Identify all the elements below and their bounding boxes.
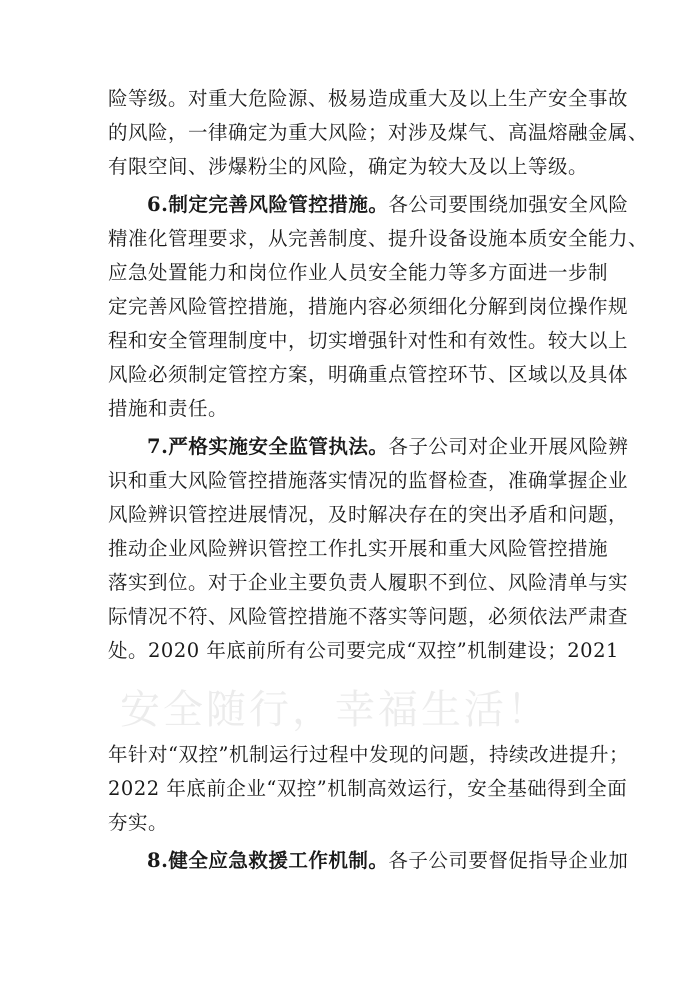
paragraph-line: 应急处置能力和岗位作业人员安全能力等多方面进一步制 bbox=[108, 261, 609, 284]
paragraph-line: 识和重大风险管控措施落实情况的监督检查，准确掌握企业 bbox=[108, 469, 629, 492]
section-7-heading: 7.严格实施安全监管执法。 bbox=[147, 435, 389, 458]
section-6-first-line bbox=[147, 190, 629, 220]
section-8-first-line bbox=[147, 846, 629, 876]
paragraph-line: 风险必须制定管控方案，明确重点管控环节、区域以及具体 bbox=[108, 363, 629, 386]
paragraph-line: 年针对“双控”机制运行过程中发现的问题，持续改进提升； bbox=[108, 743, 629, 766]
paragraph-line: 落实到位。对于企业主要负责人履职不到位、风险清单与实 bbox=[108, 571, 629, 594]
paragraph-line: 2022 年底前企业“双控”机制高效运行，安全基础得到全面 bbox=[108, 777, 628, 800]
paragraph-line: 有限空间、涉爆粉尘的风险，确定为较大及以上等级。 bbox=[108, 155, 589, 178]
paragraph-line: 险等级。对重大危险源、极易造成重大及以上生产安全事故 bbox=[108, 87, 629, 110]
paragraph-line: 夯实。 bbox=[108, 811, 169, 834]
paragraph-line: 风险辨识管控进展情况，及时解决存在的突出矛盾和问题， bbox=[108, 503, 629, 526]
paragraph-text: 各子公司要督促指导企业加 bbox=[388, 849, 629, 872]
section-8-heading: 8.健全应急救援工作机制。 bbox=[147, 849, 389, 872]
section-6-heading: 6.制定完善风险管控措施。 bbox=[147, 193, 389, 216]
section-7-first-line bbox=[147, 432, 629, 462]
paragraph-line: 措施和责任。 bbox=[108, 397, 229, 420]
paragraph-line: 定完善风险管控措施，措施内容必须细化分解到岗位操作规 bbox=[108, 295, 629, 318]
paragraph-line: 的风险，一律确定为重大风险；对涉及煤气、高温熔融金属、 bbox=[108, 121, 649, 144]
paragraph-line: 处。2020 年底前所有公司要完成“双控”机制建设；2021 bbox=[108, 639, 619, 662]
footer-watermark: 安全随行，幸福生活！ bbox=[120, 687, 550, 733]
paragraph-line: 推动企业风险辨识管控工作扎实开展和重大风险管控措施 bbox=[108, 537, 609, 560]
paragraph-line: 程和安全管理制度中，切实增强针对性和有效性。较大以上 bbox=[108, 329, 629, 352]
paragraph-line: 际情况不符、风险管控措施不落实等问题，必须依法严肃查 bbox=[108, 605, 629, 628]
paragraph-line: 精准化管理要求，从完善制度、提升设备设施本质安全能力、 bbox=[108, 227, 649, 250]
paragraph-text: 各子公司对企业开展风险辨 bbox=[388, 435, 629, 458]
paragraph-text: 各公司要围绕加强安全风险 bbox=[388, 193, 629, 216]
